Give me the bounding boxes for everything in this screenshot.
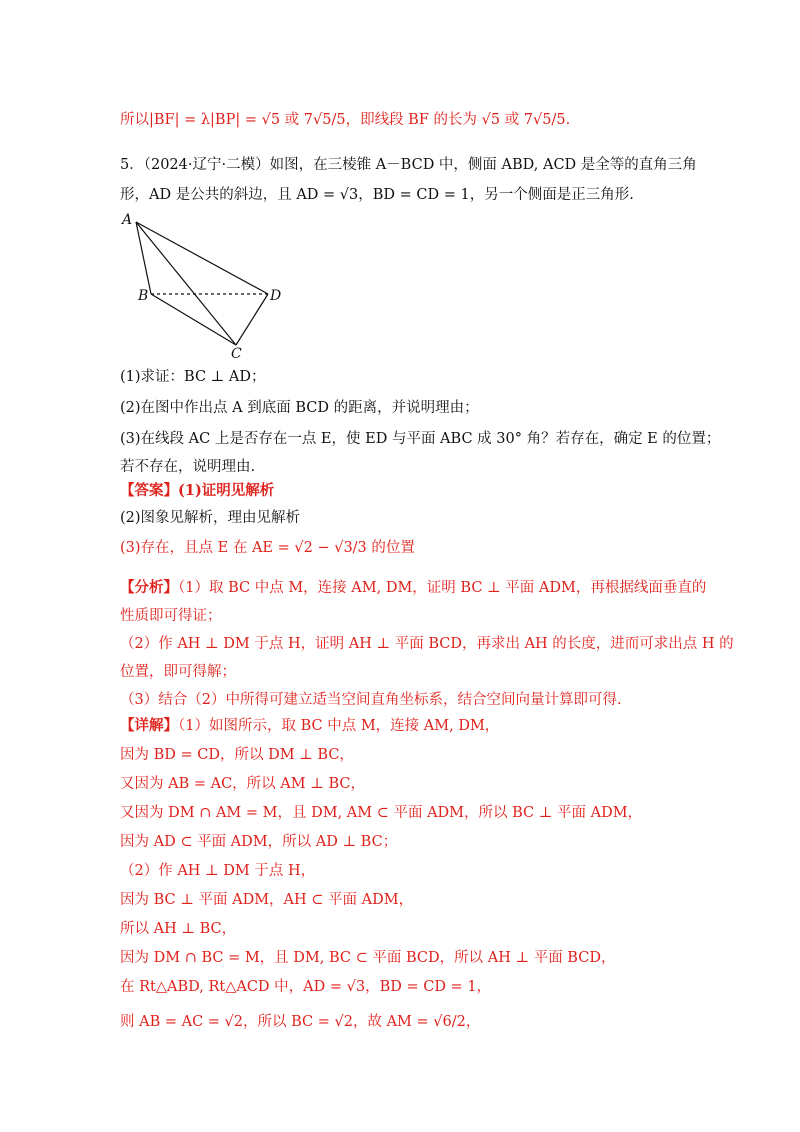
prev-solution-conclusion: 所以|BF| = λ|BP| = √5 或 7√5/5，即线段 BF 的长为 √5 或 7√5/5.	[120, 112, 571, 128]
question-3-line-1: (3)在线段 AC 上是否存在一点 E，使 ED 与平面 ABC 成 30° 角？若存在，确定 E 的位置；	[120, 431, 721, 447]
question-1: (1)求证：BC ⊥ AD；	[120, 369, 266, 385]
detail-line-11: 则 AB = AC = √2，所以 BC = √2，故 AM = √6/2，	[120, 1014, 481, 1030]
detail-line-1	[120, 716, 499, 736]
detail-line-3: 又因为 AB = AC，所以 AM ⊥ BC，	[120, 776, 365, 792]
detail-line-10: 在 Rt△ABD, Rt△ACD 中，AD = √3，BD = CD = 1，	[120, 979, 492, 995]
edge-ac	[136, 222, 236, 345]
detail-line-9: 因为 DM ∩ BC = M，且 DM, BC ⊂ 平面 BCD，所以 AH ⊥ 平面 BCD，	[120, 950, 616, 966]
tetrahedron-figure	[118, 208, 298, 362]
edge-cd	[236, 294, 268, 345]
answer-line-1	[120, 481, 274, 501]
edge-ab	[136, 222, 151, 294]
detail-line-7: 因为 BC ⊥ 平面 ADM，AH ⊂ 平面 ADM，	[120, 892, 414, 908]
label-b: B	[138, 288, 149, 304]
detail-line-2: 因为 BD = CD，所以 DM ⊥ BC，	[120, 747, 354, 763]
detail-line-5: 因为 AD ⊂ 平面 ADM，所以 AD ⊥ BC；	[120, 834, 398, 850]
detail-tag: 【详解】	[120, 717, 178, 734]
problem-statement-line-2: 形，AD 是公共的斜边，且 AD = √3，BD = CD = 1，另一个侧面是正三角形.	[120, 187, 634, 203]
edge-ad	[136, 222, 268, 294]
analysis-line-3: （2）作 AH ⊥ DM 于点 H，证明 AH ⊥ 平面 BCD，再求出 AH 的长度，进而可求出点 H 的	[120, 636, 734, 652]
analysis-text-1: （1）取 BC 中点 M，连接 AM, DM，证明 BC ⊥ 平面 ADM，再根据线面垂直的	[178, 580, 707, 596]
analysis-line-4: 位置，即可得解；	[120, 664, 236, 680]
detail-line-4: 又因为 DM ∩ AM = M，且 DM, AM ⊂ 平面 ADM，所以 BC ⊥ 平面 ADM，	[120, 805, 643, 821]
answer-1: (1)证明见解析	[178, 482, 275, 499]
analysis-line-5: （3）结合（2）中所得可建立适当空间直角坐标系，结合空间向量计算即可得.	[120, 692, 622, 708]
answer-tag: 【答案】	[120, 482, 178, 499]
edge-bc	[151, 294, 236, 345]
label-c: C	[231, 346, 242, 358]
detail-line-8: 所以 AH ⊥ BC，	[120, 921, 237, 937]
answer-3: (3)存在，且点 E 在 AE = √2 − √3/3 的位置	[120, 540, 415, 556]
problem-statement-line-1: 5．（2024·辽宁·二模）如图，在三棱锥 A－BCD 中，侧面 ABD, ACD 是全等的直角三角	[120, 157, 697, 173]
analysis-line-1	[120, 578, 706, 598]
analysis-tag: 【分析】	[120, 579, 178, 596]
label-a: A	[122, 212, 133, 228]
label-d: D	[270, 288, 282, 304]
answer-2: (2)图象见解析，理由见解析	[120, 510, 301, 526]
analysis-line-2: 性质即可得证；	[120, 608, 222, 624]
detail-text-1: （1）如图所示，取 BC 中点 M，连接 AM, DM，	[178, 718, 500, 734]
detail-line-6: （2）作 AH ⊥ DM 于点 H，	[120, 863, 316, 879]
question-2: (2)在图中作出点 A 到底面 BCD 的距离，并说明理由；	[120, 400, 479, 416]
question-3-line-2: 若不存在，说明理由.	[120, 459, 256, 475]
